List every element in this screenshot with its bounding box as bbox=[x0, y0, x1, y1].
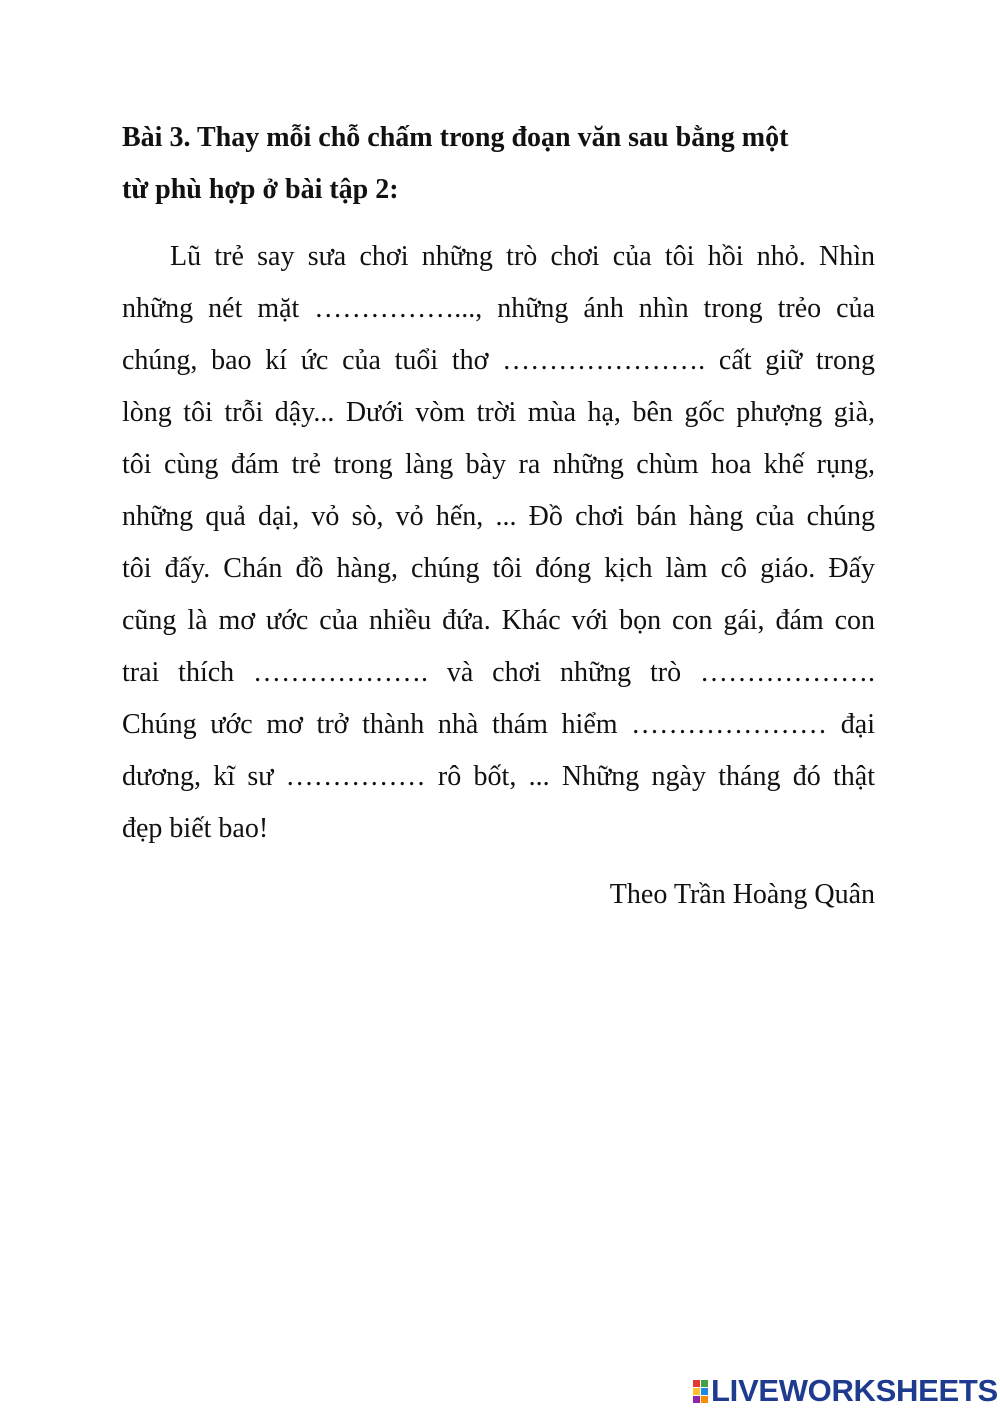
logo-tile bbox=[701, 1388, 708, 1395]
watermark-text: LIVEWORKSHEETS bbox=[711, 1373, 998, 1408]
logo-tile bbox=[701, 1396, 708, 1403]
passage-line: Lũ trẻ say sưa chơi những trò chơi của tôi hồi nhỏ. Nhìn bbox=[170, 241, 875, 272]
passage-line: lòng tôi trỗi dậy... Dưới vòm trời mùa hạ, bên gốc phượng già, bbox=[122, 397, 875, 428]
passage-line: chúng, bao kí ức của tuổi thơ …………………. cất giữ trong bbox=[122, 345, 875, 376]
passage-line: tôi đấy. Chán đồ hàng, chúng tôi đóng kịch làm cô giáo. Đấy bbox=[122, 553, 875, 584]
logo-tile bbox=[693, 1396, 700, 1403]
passage-line: những quả dại, vỏ sò, vỏ hến, ... Đồ chơi bán hàng của chúng bbox=[122, 501, 875, 532]
passage-line: đẹp biết bao! bbox=[122, 813, 269, 844]
exercise-heading-line-2: từ phù hợp ở bài tập 2: bbox=[122, 174, 399, 205]
passage-line: dương, kĩ sư …………… rô bốt, ... Những ngày tháng đó thật bbox=[122, 761, 875, 792]
logo-tile bbox=[693, 1388, 700, 1395]
passage-line: những nét mặt ……………..., những ánh nhìn trong trẻo của bbox=[122, 293, 875, 324]
passage-attribution: Theo Trần Hoàng Quân bbox=[609, 879, 875, 910]
logo-tile bbox=[693, 1380, 700, 1387]
liveworksheets-logo-icon bbox=[693, 1380, 708, 1403]
liveworksheets-watermark bbox=[693, 1374, 998, 1408]
logo-tile bbox=[701, 1380, 708, 1387]
passage-line: cũng là mơ ước của nhiều đứa. Khác với bọn con gái, đám con bbox=[122, 605, 875, 636]
passage-line: Chúng ước mơ trở thành nhà thám hiểm ………………… đại bbox=[122, 709, 875, 740]
passage-line: tôi cùng đám trẻ trong làng bày ra những chùm hoa khế rụng, bbox=[122, 449, 875, 480]
passage-line: trai thích ………………. và chơi những trò ………………. bbox=[122, 657, 875, 688]
exercise-heading-line-1: Bài 3. Thay mỗi chỗ chấm trong đoạn văn sau bằng một bbox=[122, 122, 789, 153]
